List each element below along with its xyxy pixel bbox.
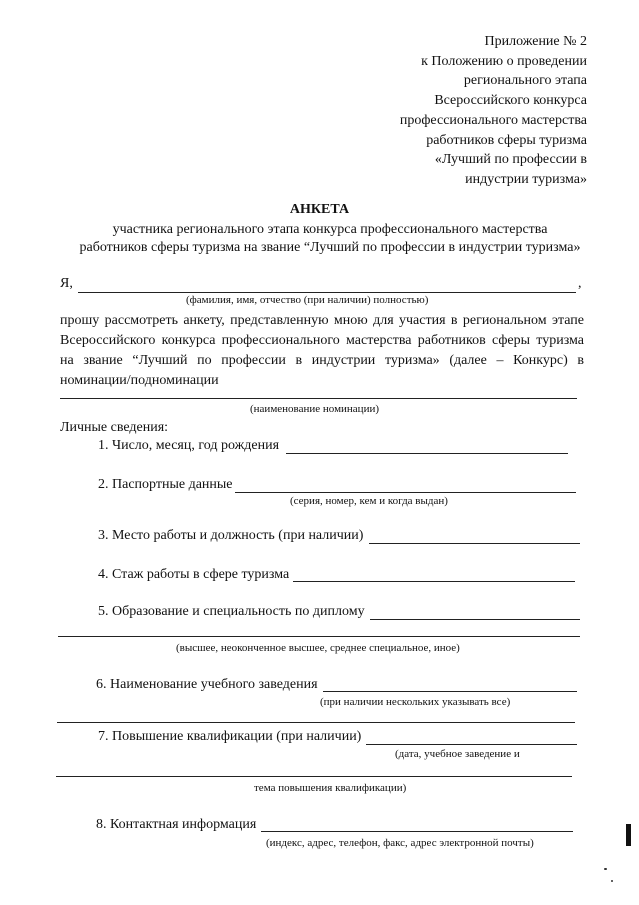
full-name-caption: (фамилия, имя, отчество (при наличии) полностью)	[186, 294, 429, 306]
contact-caption: (индекс, адрес, телефон, факс, адрес электронной почты)	[266, 837, 534, 849]
appendix-line: «Лучший по профессии в	[434, 152, 587, 168]
qualification-caption-2: тема повышения квалификации)	[254, 782, 407, 794]
qualification-field-continued[interactable]	[56, 776, 572, 777]
form-subtitle-line-1: участника регионального этапа конкурса профессионального мастерства	[112, 222, 548, 237]
institution-caption: (при наличии нескольких указывать все)	[320, 696, 511, 708]
passport-field[interactable]	[235, 492, 576, 493]
birth-date-field[interactable]	[286, 453, 568, 454]
qualification-field[interactable]	[366, 744, 577, 745]
nomination-caption: (наименование номинации)	[250, 403, 380, 415]
scan-speck	[611, 880, 613, 882]
request-line: Всероссийского конкурса профессионального мастерства работников сферы туризма	[60, 333, 584, 348]
education-field[interactable]	[370, 619, 580, 620]
qualification-label: 7. Повышение квалификации (при наличии)	[98, 729, 362, 744]
appendix-line: профессионального мастерства	[399, 112, 587, 128]
birth-date-label: 1. Число, месяц, год рождения	[98, 438, 280, 453]
appendix-line: к Положению о проведении	[421, 53, 587, 69]
appendix-line: Приложение № 2	[484, 34, 587, 49]
work-label: 3. Место работы и должность (при наличии)	[98, 528, 364, 543]
experience-label: 4. Стаж работы в сфере туризма	[98, 567, 290, 582]
request-line: номинации/подноминации	[60, 373, 219, 388]
education-label: 5. Образование и специальность по диплому	[98, 604, 365, 619]
qualification-caption-1: (дата, учебное заведение и	[395, 748, 520, 760]
request-line: на звание “Лучший по профессии в индустрии туризма» (далее – Конкурс) в	[60, 353, 584, 368]
appendix-header	[400, 32, 587, 190]
request-line: прошу рассмотреть анкету, представленную мною для участия в региональном этапе	[60, 313, 584, 328]
form-subtitle-line-2: работников сферы туризма на звание “Лучший по профессии в индустрии туризма»	[79, 240, 581, 255]
full-name-field[interactable]	[78, 292, 576, 293]
institution-label: 6. Наименование учебного заведения	[96, 677, 318, 692]
scan-speck	[604, 868, 607, 870]
appendix-line: работников сферы туризма	[426, 132, 587, 148]
appendix-line: регионального этапа	[463, 73, 587, 89]
education-caption: (высшее, неоконченное высшее, среднее специальное, иное)	[176, 642, 460, 654]
passport-label: 2. Паспортные данные	[98, 477, 233, 492]
passport-caption: (серия, номер, кем и когда выдан)	[290, 495, 448, 507]
contact-label: 8. Контактная информация	[96, 817, 257, 832]
ya-comma: ,	[578, 276, 582, 291]
contact-field[interactable]	[261, 831, 573, 832]
appendix-line: индустрии туризма»	[465, 171, 587, 187]
request-paragraph	[60, 311, 584, 391]
appendix-line: Всероссийского конкурса	[434, 93, 587, 109]
experience-field[interactable]	[293, 581, 575, 582]
ya-label: Я,	[60, 276, 73, 291]
form-title: АНКЕТА	[289, 202, 350, 217]
institution-field-continued[interactable]	[57, 722, 575, 723]
scan-edge-mark	[626, 824, 631, 846]
personal-info-heading: Личные сведения:	[60, 420, 169, 435]
institution-field[interactable]	[323, 691, 577, 692]
nomination-field[interactable]	[60, 398, 577, 399]
work-field[interactable]	[369, 543, 580, 544]
education-field-continued[interactable]	[58, 636, 580, 637]
